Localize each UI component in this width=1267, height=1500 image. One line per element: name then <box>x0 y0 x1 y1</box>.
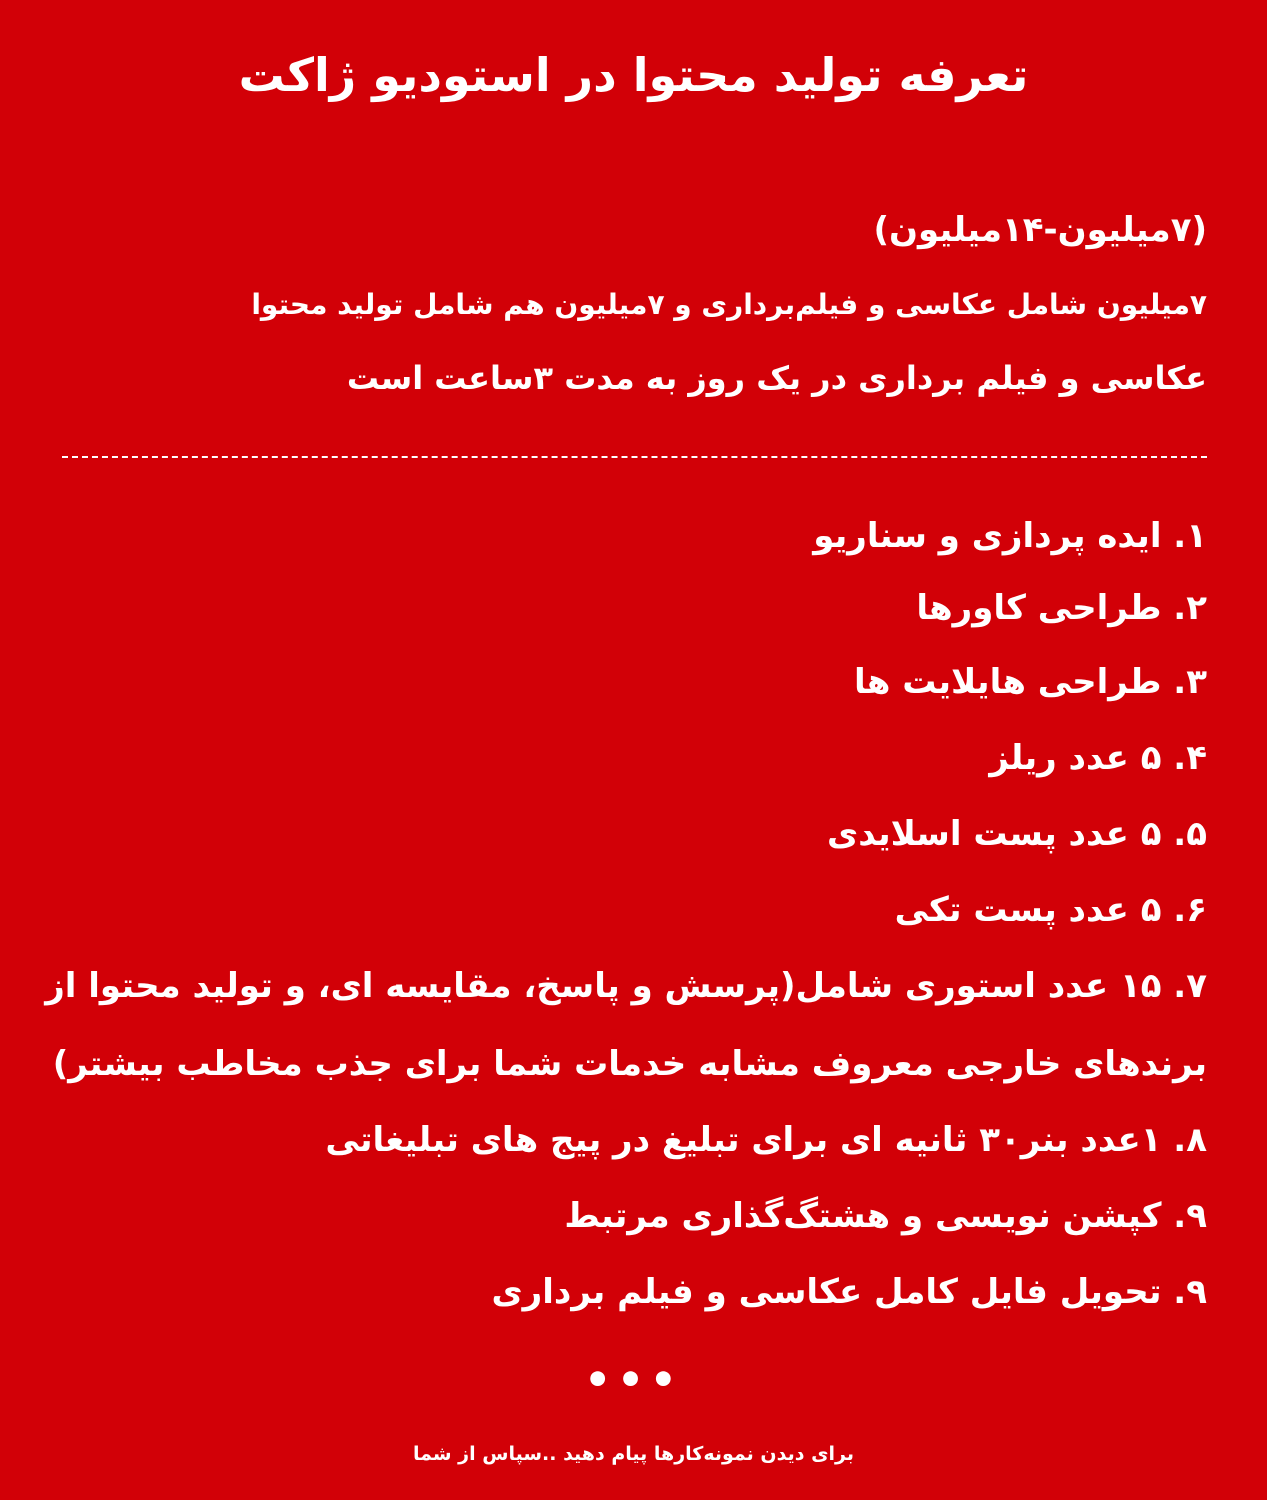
page-title: تعرفه تولید محتوا در استودیو ژاکت <box>238 48 1029 102</box>
list-item: ۳. طراحی هایلایت ها <box>854 662 1207 702</box>
list-item: ۶. ۵ عدد پست تکی <box>894 890 1207 930</box>
list-item: ۵. ۵ عدد پست اسلایدی <box>827 814 1207 854</box>
list-item-continuation: برندهای خارجی معروف مشابه خدمات شما برای جذب مخاطب بیشتر) <box>52 1044 1207 1084</box>
list-item: ۱. ایده پردازی و سناریو <box>813 516 1207 556</box>
list-item: ۲. طراحی کاورها <box>916 588 1207 628</box>
description-line: عکاسی و فیلم برداری در یک روز به مدت ۳ساعت است <box>346 359 1207 397</box>
dashed-divider <box>62 456 1207 458</box>
list-item: ۸. ۱عدد بنر۳۰ ثانیه ای برای تبلیغ در پیج های تبلیغاتی <box>325 1120 1207 1160</box>
list-item: ۷. ۱۵ عدد استوری شامل(پرسش و پاسخ، مقایسه ای، و تولید محتوا از <box>45 966 1207 1006</box>
description-line: ۷میلیون شامل عکاسی و فیلم‌برداری و ۷میلیون هم شامل تولید محتوا <box>251 288 1207 321</box>
list-item: ۴. ۵ عدد ریلز <box>989 738 1207 778</box>
list-item: ۹. تحویل فایل کامل عکاسی و فیلم برداری <box>491 1272 1207 1312</box>
price-range: (۷میلیون-۱۴میلیون) <box>873 210 1207 250</box>
footer-note: برای دیدن نمونه‌کارها پیام دهید ..سپاس از شما <box>413 1443 854 1465</box>
ellipsis-dots: ••• <box>584 1355 683 1404</box>
list-item: ۹. کپشن نویسی و هشتگ‌گذاری مرتبط <box>564 1196 1207 1236</box>
